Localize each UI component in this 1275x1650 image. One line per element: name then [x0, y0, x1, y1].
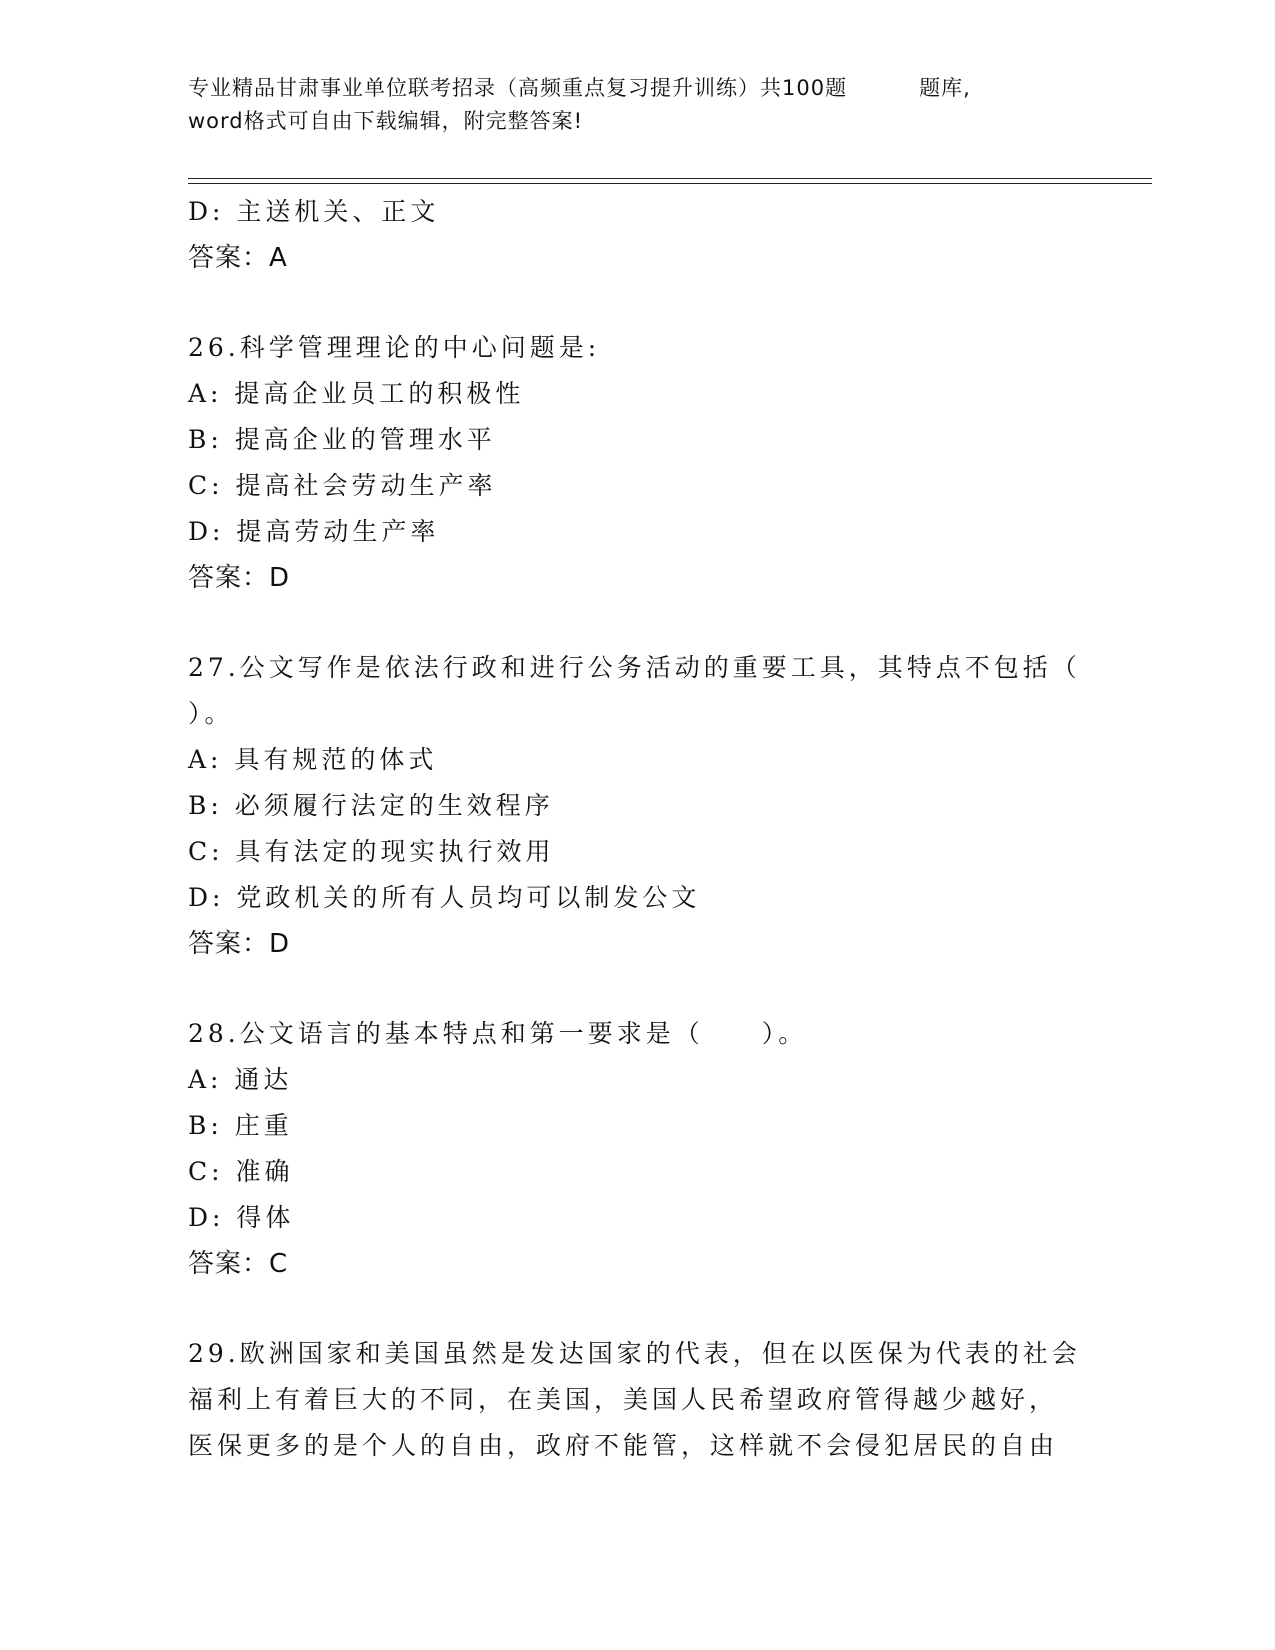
document-body: [188, 189, 1088, 1469]
answer: 答案：A: [188, 243, 288, 273]
option-d: D: 党政机关的所有人员均可以制发公文: [188, 883, 701, 912]
question-28: [188, 1011, 1088, 1287]
option-a: A: 通达: [188, 1065, 293, 1094]
header-subtitle: word格式可自由下载编辑，附完整答案!: [188, 109, 584, 133]
question-text-line-2: 福利上有着巨大的不同，在美国，美国人民希望政府管得越少越好，: [188, 1385, 1059, 1414]
spacer: [188, 1287, 1088, 1331]
option-b: B: 庄重: [188, 1111, 293, 1140]
answer: 答案：C: [188, 1249, 289, 1279]
question-26: [188, 325, 1088, 601]
header-rule-top: [188, 178, 1152, 179]
option-c: C: 准确: [188, 1157, 294, 1186]
option-a: A: 提高企业员工的积极性: [188, 379, 525, 408]
header-gap: [847, 72, 919, 105]
question-text-line-3: 医保更多的是个人的自由，政府不能管，这样就不会侵犯居民的自由: [188, 1431, 1059, 1460]
question-text-line-2: ）。: [188, 699, 234, 728]
option-b: B: 提高企业的管理水平: [188, 425, 496, 454]
question-text: 26.科学管理理论的中心问题是:: [188, 333, 601, 362]
answer: 答案：D: [188, 563, 291, 593]
option-d: D: 提高劳动生产率: [188, 517, 440, 546]
question-text: 28.公文语言的基本特点和第一要求是（ ）。: [188, 1019, 808, 1048]
question-29: [188, 1331, 1088, 1469]
spacer: [188, 281, 1088, 325]
option-b: B: 必须履行法定的生效程序: [188, 791, 554, 820]
document-header: [188, 72, 1088, 138]
header-line-1: [188, 72, 1088, 105]
option-d: D: 主送机关、正文: [188, 197, 440, 226]
option-a: A: 具有规范的体式: [188, 745, 438, 774]
question-text-line-1: 27.公文写作是依法行政和进行公务活动的重要工具，其特点不包括（: [188, 653, 1081, 682]
question-27: [188, 645, 1088, 967]
question-25-tail: [188, 189, 1088, 281]
spacer: [188, 967, 1088, 1011]
option-c: C: 提高社会劳动生产率: [188, 471, 497, 500]
option-c: C: 具有法定的现实执行效用: [188, 837, 555, 866]
spacer: [188, 601, 1088, 645]
header-title: 专业精品甘肃事业单位联考招录（高频重点复习提升训练）共100题: [188, 76, 848, 100]
header-title-suffix: 题库,: [919, 76, 971, 100]
option-d: D: 得体: [188, 1203, 295, 1232]
question-text-line-1: 29.欧洲国家和美国虽然是发达国家的代表，但在以医保为代表的社会: [188, 1339, 1081, 1368]
answer: 答案：D: [188, 929, 291, 959]
header-rule-bottom: [188, 183, 1152, 184]
